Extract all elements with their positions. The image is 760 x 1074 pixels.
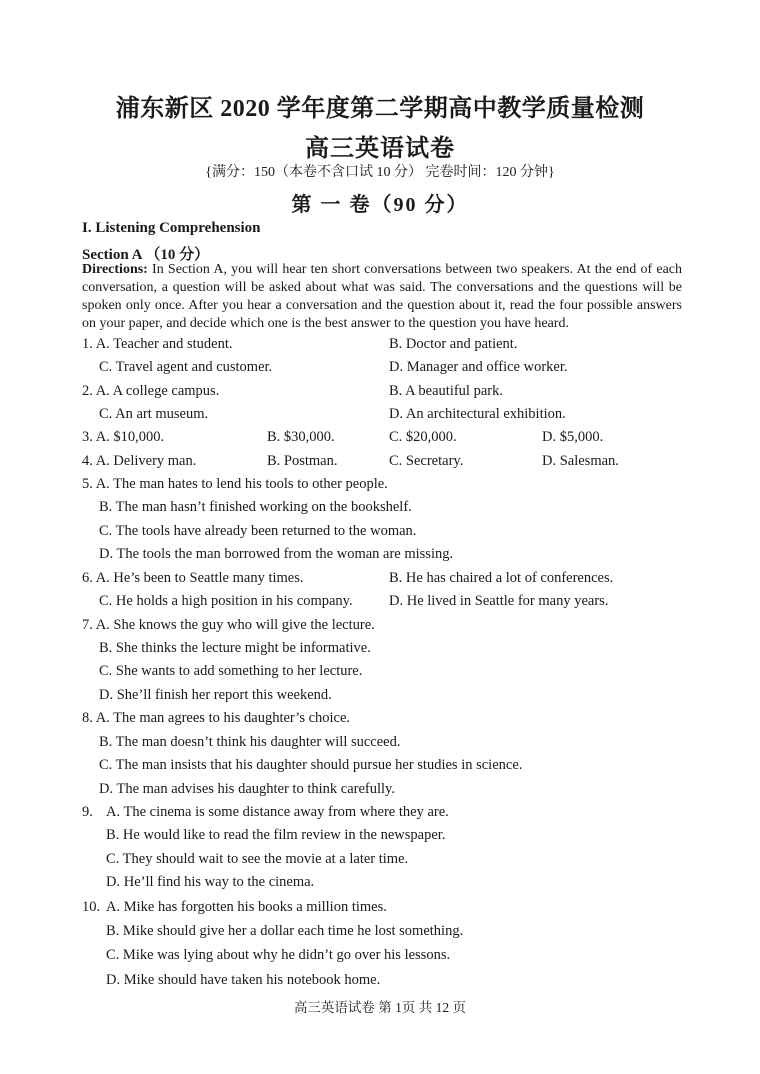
question-9-option-a: A. The cinema is some distance away from where they are.	[106, 804, 449, 820]
directions-text: In Section A, you will hear ten short conversations between two speakers. At the end of each conversation, a question will be asked about what was said. The conversations and the questions will be spoken only once. After you hear a conversation and the question about it, read the four possible answers on your paper, and decide which one is the best answer to the question you have heard.	[82, 262, 682, 331]
question-1-option-b: B. Doctor and patient.	[389, 336, 518, 352]
question-8-option-a: 8. A. The man agrees to his daughter’s choice.	[82, 710, 351, 726]
question-10-number: 10.	[82, 899, 101, 915]
question-1-option-c: C. Travel agent and customer.	[99, 359, 273, 375]
directions-paragraph	[82, 261, 682, 333]
question-6-option-c: C. He holds a high position in his company.	[99, 593, 353, 609]
question-9-number: 9.	[82, 804, 93, 820]
question-2-option-b: B. A beautiful park.	[389, 383, 503, 399]
exam-subject-title: 高三英语试卷	[305, 136, 455, 162]
question-7-option-a: 7. A. She knows the guy who will give the lecture.	[82, 617, 375, 633]
question-6-option-a: 6. A. He’s been to Seattle many times.	[82, 570, 304, 586]
question-7-option-b: B. She thinks the lecture might be informative.	[99, 640, 371, 656]
question-10-option-b: B. Mike should give her a dollar each time he lost something.	[106, 923, 464, 939]
directions-label: Directions:	[82, 262, 148, 277]
question-7-option-c: C. She wants to add something to her lecture.	[99, 663, 363, 679]
question-3-option-a: 3. A. $10,000.	[82, 429, 165, 445]
question-10-option-c: C. Mike was lying about why he didn’t go over his lessons.	[106, 947, 451, 963]
part-heading: 第 一 卷（90 分）	[291, 194, 469, 216]
question-6-option-d: D. He lived in Seattle for many years.	[389, 593, 609, 609]
question-5-option-b: B. The man hasn’t finished working on the bookshelf.	[99, 499, 412, 515]
question-8-option-c: C. The man insists that his daughter should pursue her studies in science.	[99, 757, 523, 773]
question-9-option-c: C. They should wait to see the movie at a later time.	[106, 851, 409, 867]
question-5-option-d: D. The tools the man borrowed from the woman are missing.	[99, 546, 454, 562]
question-8-option-b: B. The man doesn’t think his daughter will succeed.	[99, 734, 401, 750]
question-9-option-b: B. He would like to read the film review in the newspaper.	[106, 827, 446, 843]
question-10-option-a: A. Mike has forgotten his books a million times.	[106, 899, 387, 915]
question-4-option-c: C. Secretary.	[389, 453, 464, 469]
question-7-option-d: D. She’ll finish her report this weekend.	[99, 687, 332, 703]
question-1-option-d: D. Manager and office worker.	[389, 359, 568, 375]
question-9-option-d: D. He’ll find his way to the cinema.	[106, 874, 315, 890]
question-5-option-c: C. The tools have already been returned to the woman.	[99, 523, 417, 539]
question-1-option-a: 1. A. Teacher and student.	[82, 336, 233, 352]
exam-title: 浦东新区 2020 学年度第二学期高中教学质量检测	[115, 96, 645, 122]
question-3-option-c: C. $20,000.	[389, 429, 457, 445]
section-heading: I. Listening Comprehension	[82, 220, 261, 236]
question-4-option-a: 4. A. Delivery man.	[82, 453, 197, 469]
question-10-option-d: D. Mike should have taken his notebook home.	[106, 972, 381, 988]
question-2-option-c: C. An art museum.	[99, 406, 209, 422]
exam-info: {满分：150（本卷不含口试 10 分） 完卷时间：120 分钟}	[205, 165, 555, 180]
question-2-option-d: D. An architectural exhibition.	[389, 406, 566, 422]
question-5-option-a: 5. A. The man hates to lend his tools to other people.	[82, 476, 388, 492]
question-3-option-b: B. $30,000.	[267, 429, 335, 445]
page-footer: 高三英语试卷 第 1页 共 12 页	[293, 1000, 467, 1015]
question-4-option-d: D. Salesman.	[542, 453, 619, 469]
question-8-option-d: D. The man advises his daughter to think carefully.	[99, 781, 395, 797]
question-3-option-d: D. $5,000.	[542, 429, 604, 445]
question-2-option-a: 2. A. A college campus.	[82, 383, 220, 399]
section-a-heading: Section A （10 分）	[82, 247, 210, 263]
question-6-option-b: B. He has chaired a lot of conferences.	[389, 570, 614, 586]
question-4-option-b: B. Postman.	[267, 453, 338, 469]
